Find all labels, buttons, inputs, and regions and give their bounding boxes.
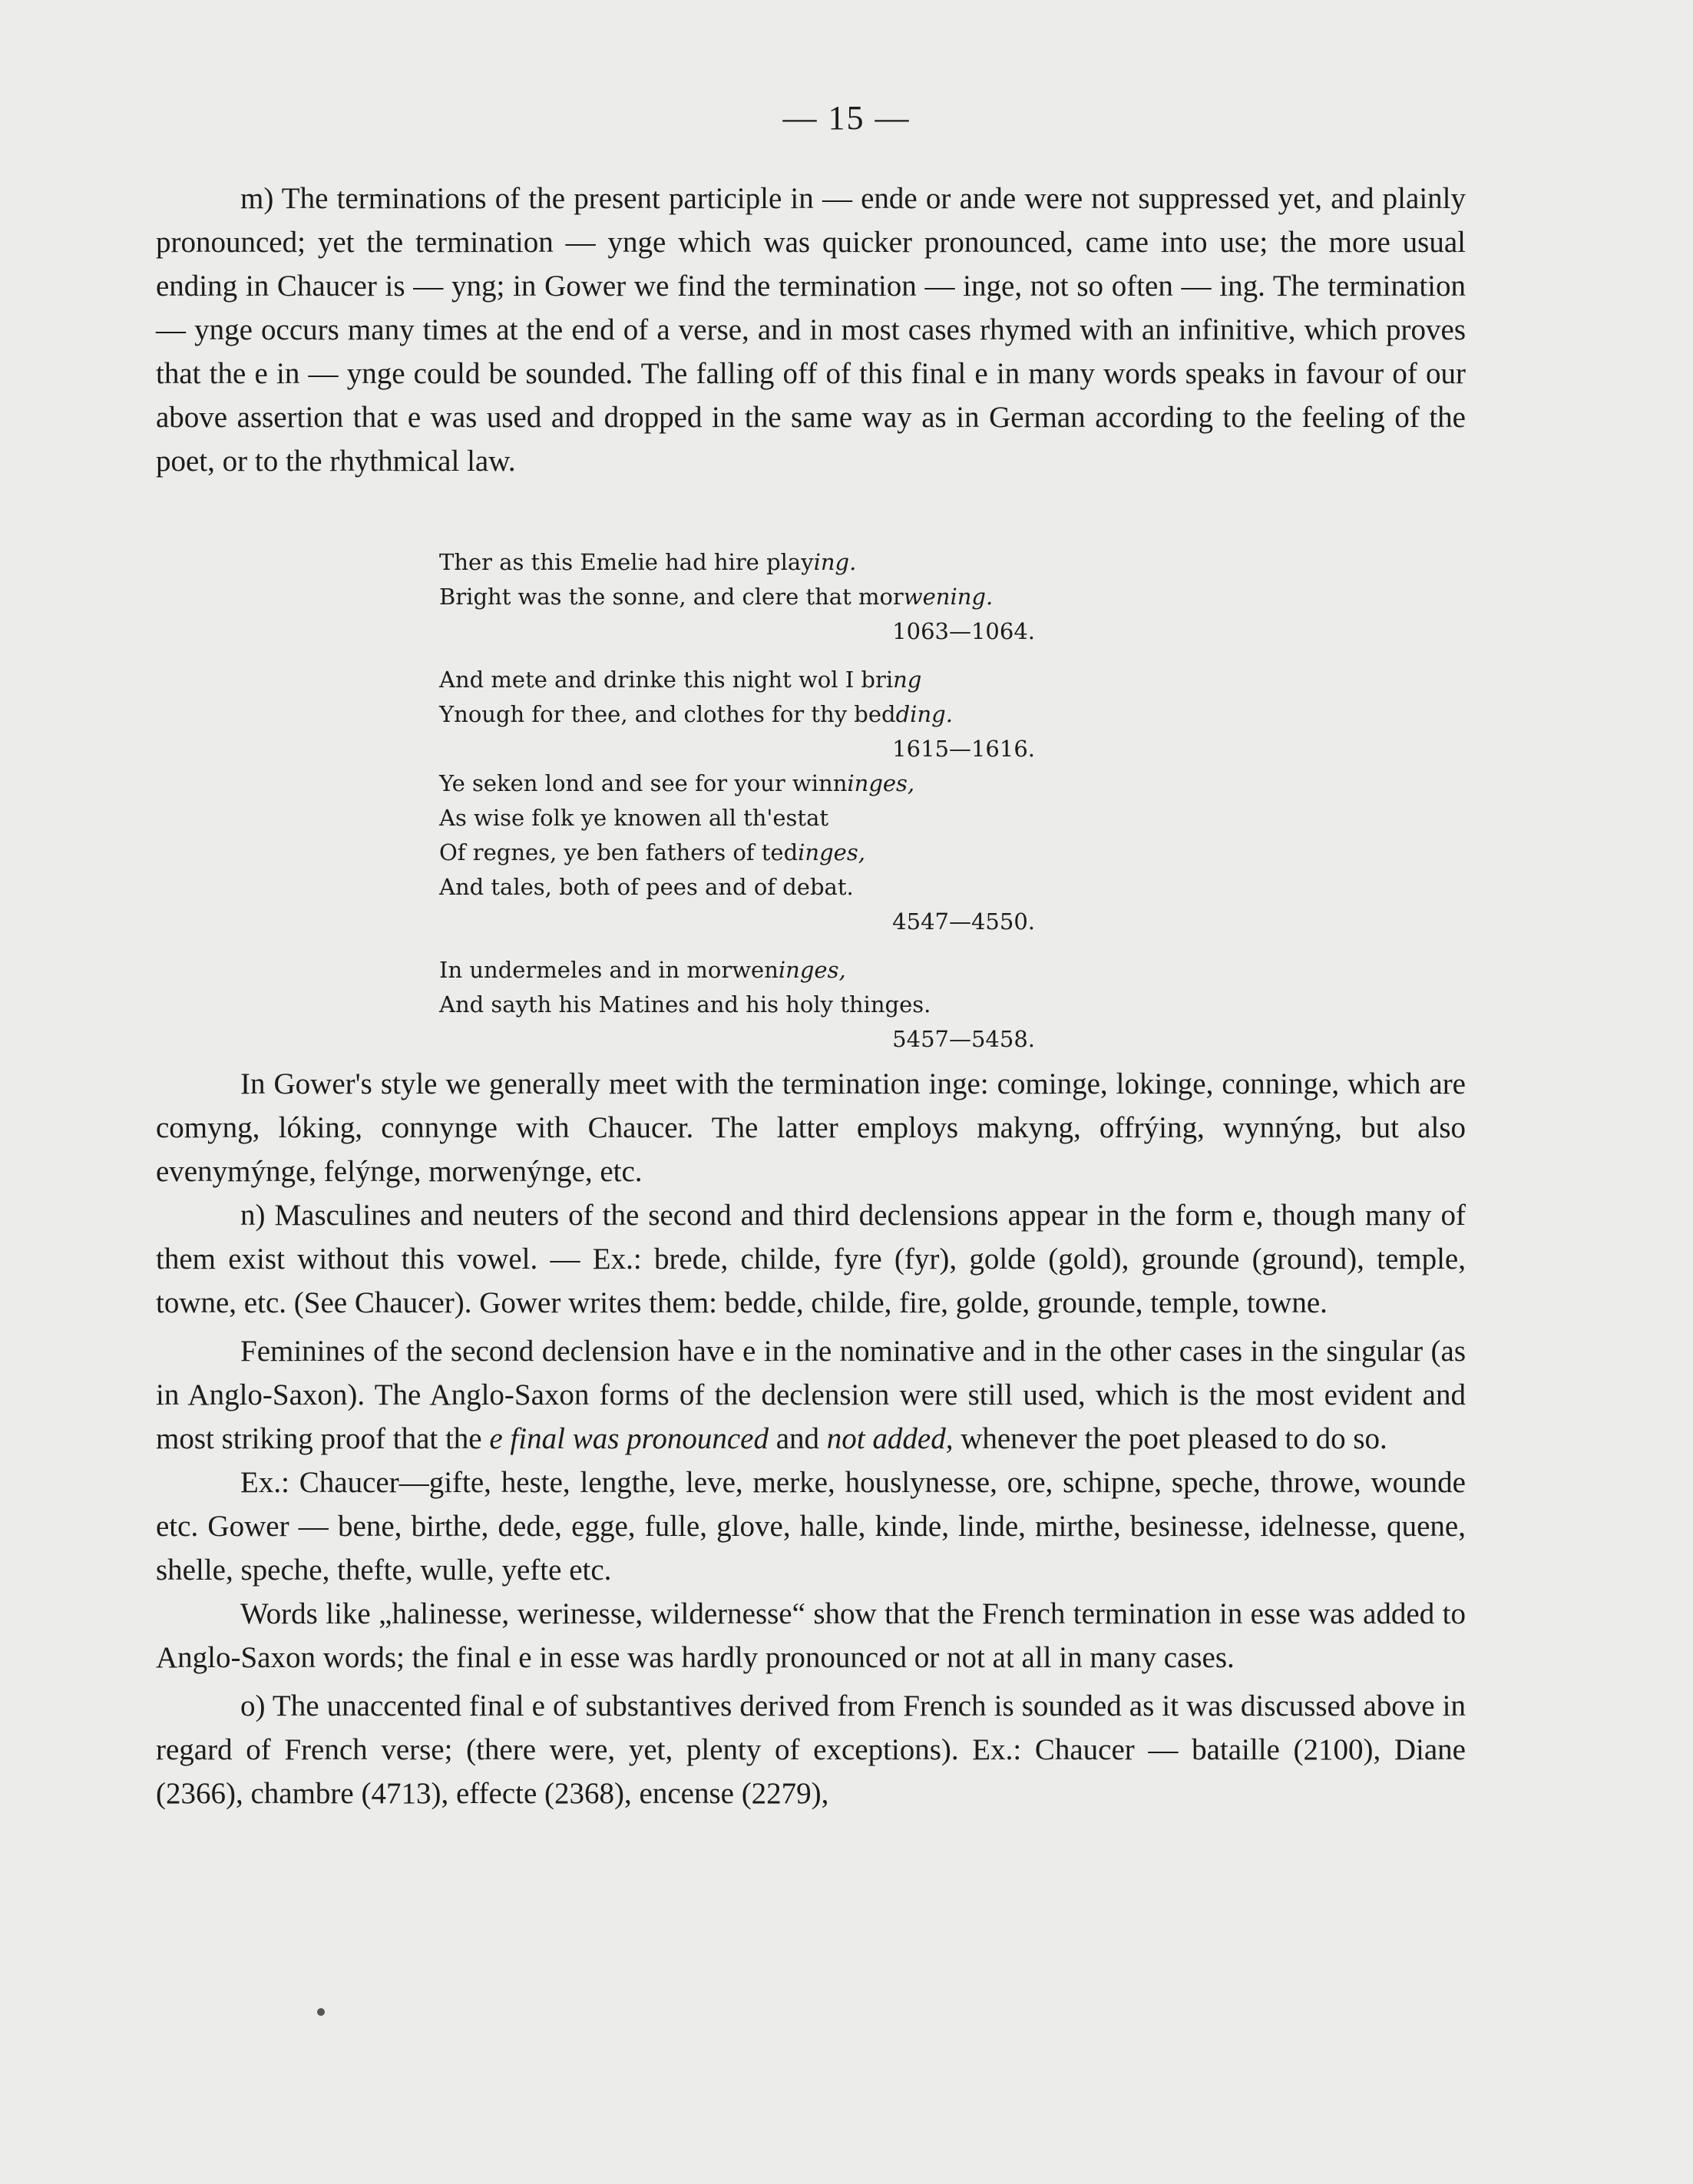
verse-reference: 1063—1064. <box>892 618 1035 644</box>
quote-block <box>439 953 1035 1057</box>
paragraph-m-text: m) The terminations of the present participle in — ende or ande were not suppressed yet, and plainly pronounced; yet the termination — ynge which was quicker pronounced, came into use; the more usual ending in Chaucer is — yng; in Gower we find the termination — inge, not so often — ing. The termination — ynge occurs many times at the end of a verse, and in most cases rhymed with an infinitive, which proves that the e in — ynge could be sounded. The falling off of this final e in many words speaks in favour of our above assertion that e was used and dropped in the same way as in German according to the feeling of the poet, or to the rhythmical law. <box>156 182 1466 478</box>
quote-block <box>439 663 1035 766</box>
verse-reference: 1615—1616. <box>892 736 1035 762</box>
verse-line: Of regnes, ye ben fathers of tedinges, <box>439 839 865 865</box>
paragraph-gower-style: In Gower's style we generally meet with the termination inge: cominge, lokinge, conninge, which are comyng, lóking, connynge with Chaucer. The latter employs makyng, offrýing, wynnýng, but also evenymýnge, felýnge, morwenýnge, etc. <box>156 1067 1466 1188</box>
paragraph-feminines: Feminines of the second declension have e in the nominative and in the other cases in the singular (as in Anglo-Saxon). The Anglo-Saxon forms of the declension were still used, which is the most evident and most striking proof that the e final was pronounced and not added, whenever the poet pleased to do so. <box>156 1335 1466 1455</box>
paragraph-words: Words like „halinesse, werinesse, wildernesse“ show that the French termination in esse was added to Anglo-Saxon words; the final e in esse was hardly pronounced or not at all in many cases. <box>156 1597 1466 1674</box>
verse-line: Ther as this Emelie had hire playing. <box>439 549 857 575</box>
page-number: — 15 — <box>782 99 911 137</box>
verse-line: As wise folk ye knowen all th'estat <box>439 805 829 831</box>
verse-reference: 5457—5458. <box>892 1026 1035 1052</box>
verse-reference: 4547—4550. <box>892 908 1035 935</box>
verse-line: And mete and drinke this night wol I bring <box>439 667 922 693</box>
verse-line: And tales, both of pees and of debat. <box>439 874 854 900</box>
paragraph-o: o) The unaccented final e of substantives derived from French is sounded as it was discussed above in regard of French verse; (there were, yet, plenty of exceptions). Ex.: Chaucer — bataille (2100), Diane (2366), chambre (4713), effecte (2368), encense (2279), <box>156 1689 1466 1810</box>
verse-line: And sayth his Matines and his holy thinges. <box>439 991 931 1018</box>
body-text <box>156 1062 1466 1815</box>
verse-line: In undermeles and in morweninges, <box>439 957 846 983</box>
quote-block <box>439 766 1035 939</box>
verse-line: Bright was the sonne, and clere that morwening. <box>439 584 994 610</box>
verse-line: Ye seken lond and see for your winninges, <box>439 770 915 796</box>
quote-block <box>439 545 1035 649</box>
ink-spot <box>317 2008 325 2016</box>
verse-line: Ynough for thee, and clothes for thy bedding. <box>439 701 953 727</box>
paragraph-examples: Ex.: Chaucer—gifte, heste, lengthe, leve, merke, houslynesse, ore, schipne, speche, throwe, wounde etc. Gower — bene, birthe, dede, egge, fulle, glove, halle, kinde, linde, mirthe, besinesse, idelnesse, quene, shelle, speche, thefte, wulle, yefte etc. <box>156 1466 1466 1587</box>
paragraph-n: n) Masculines and neuters of the second and third declensions appear in the form e, though many of them exist without this vowel. — Ex.: brede, childe, fyre (fyr), golde (gold), grounde (ground), temple, towne, etc. (See Chaucer). Gower writes them: bedde, childe, fire, golde, grounde, temple, towne. <box>156 1199 1466 1319</box>
verse-quotations <box>439 545 1035 1057</box>
paragraph-m <box>156 177 1466 483</box>
